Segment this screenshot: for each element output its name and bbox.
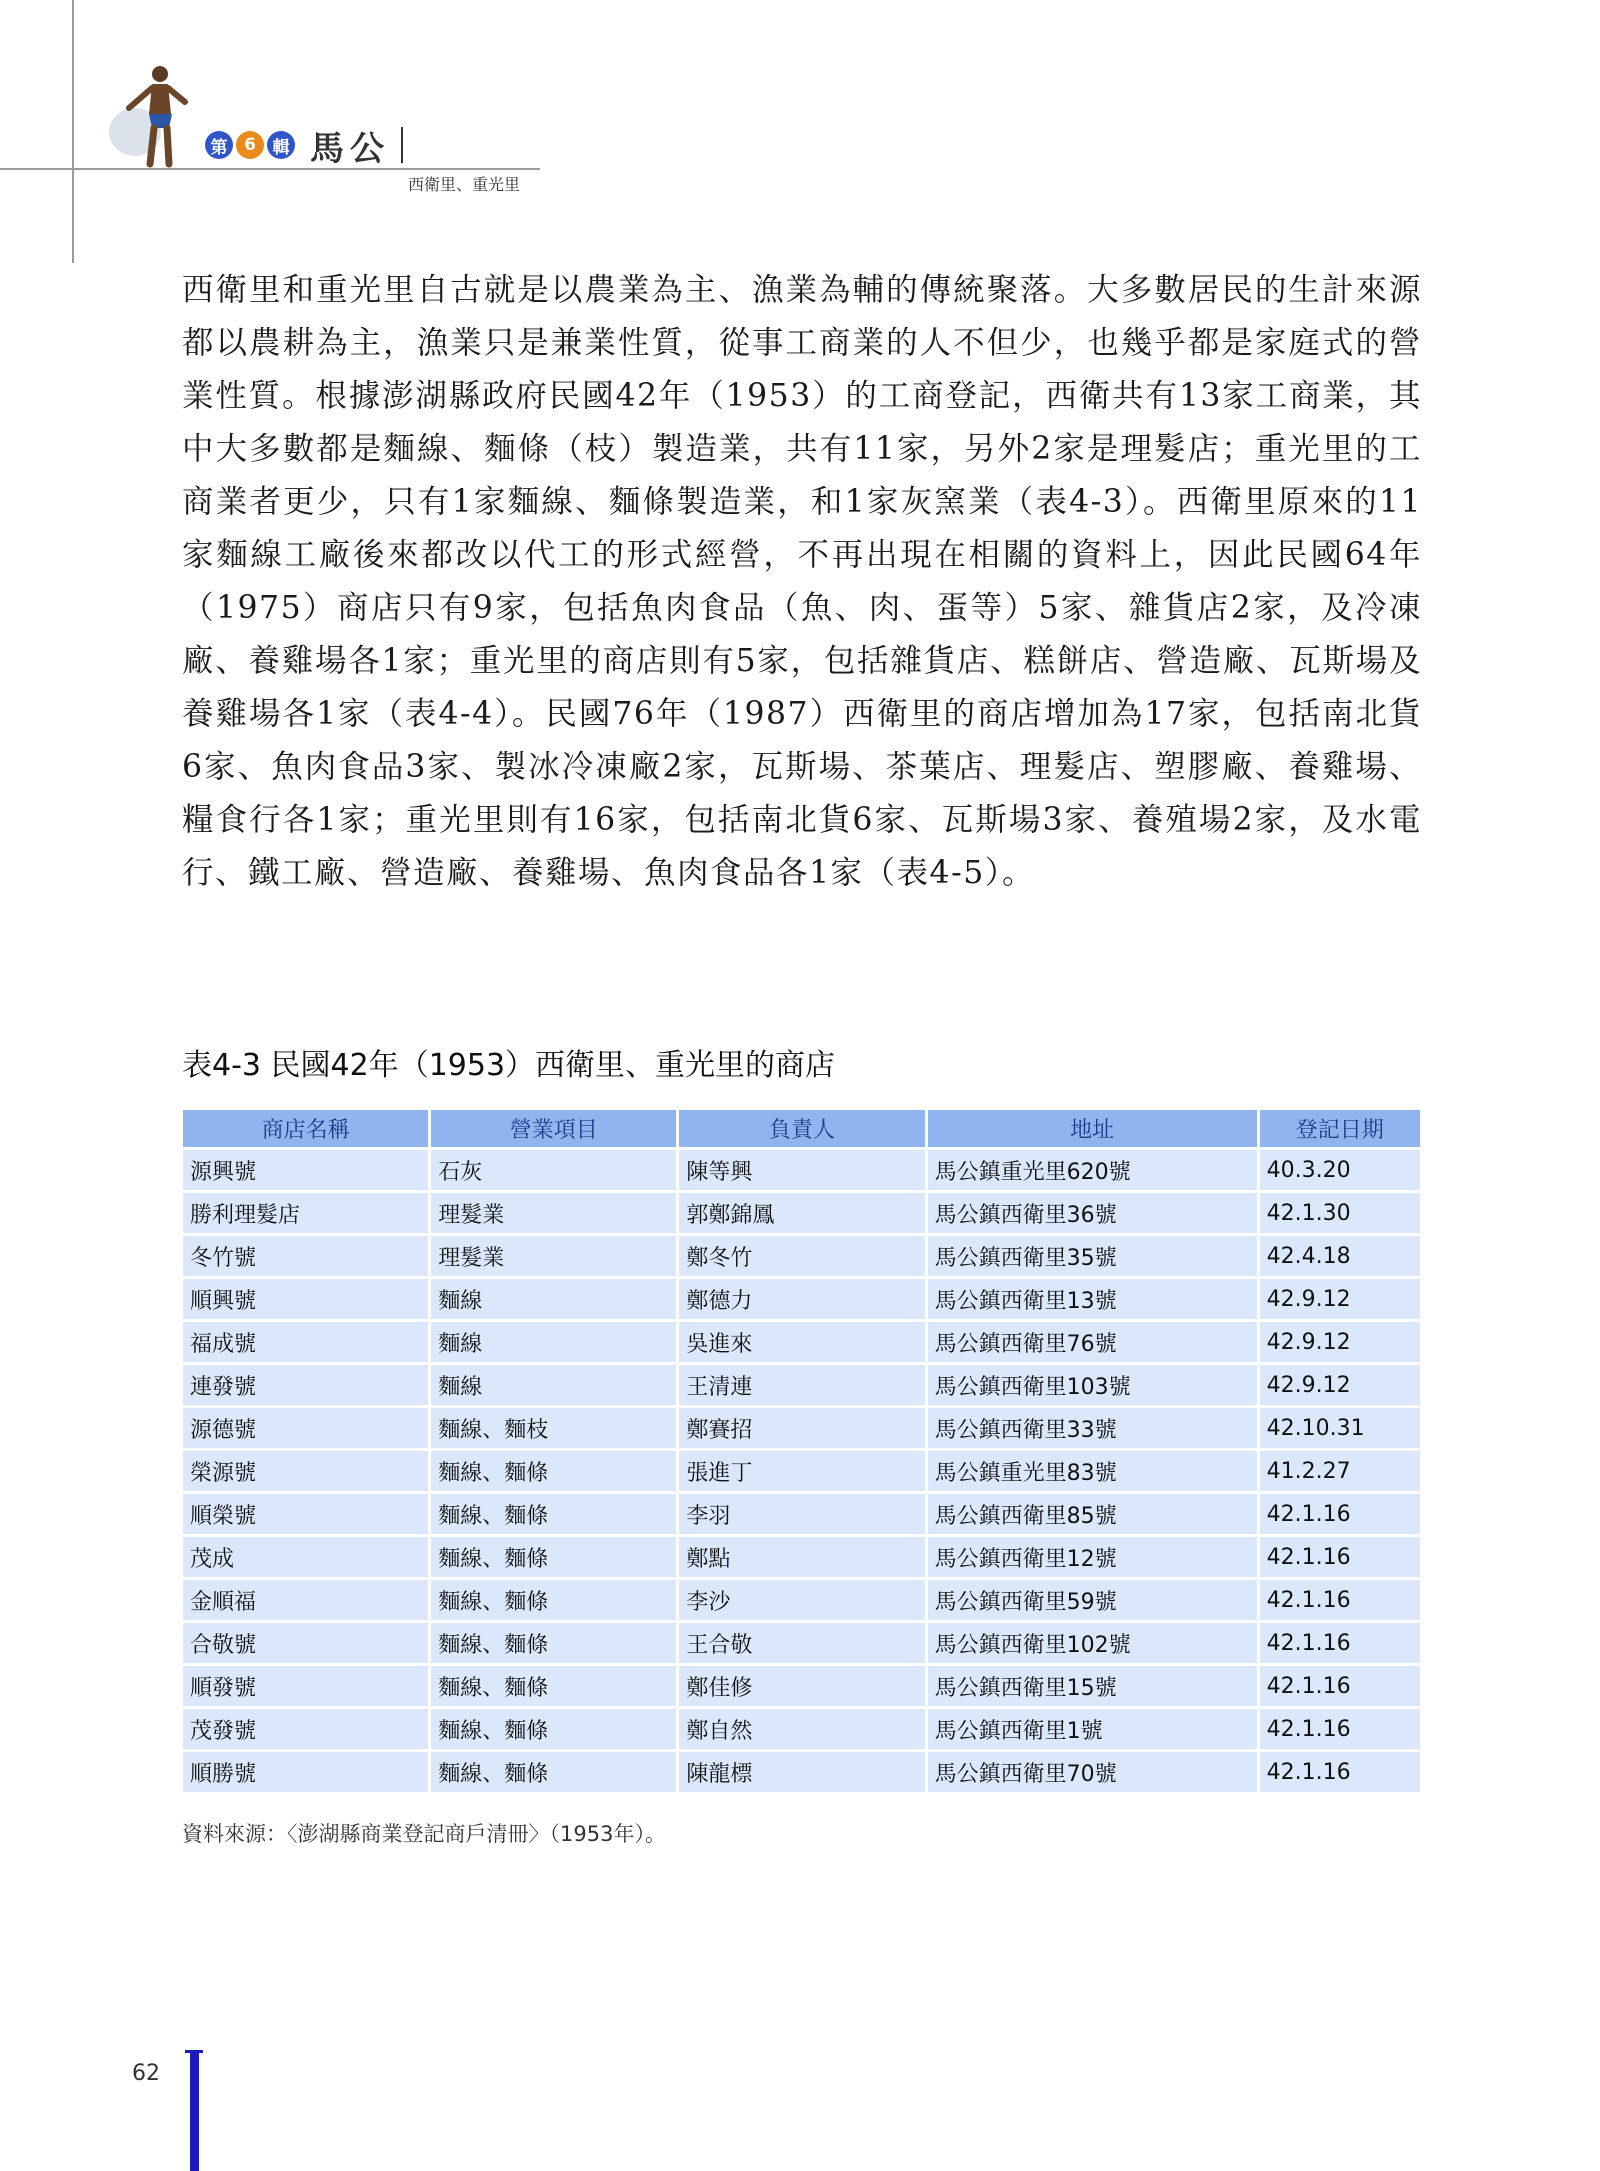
table-cell: 陳龍標 [679, 1752, 924, 1792]
table-cell: 麵線、麵枝 [431, 1408, 676, 1448]
table-cell: 鄭賽招 [679, 1408, 924, 1448]
table-cell: 鄭點 [679, 1537, 924, 1577]
table-cell: 冬竹號 [183, 1236, 428, 1276]
table-row [183, 1236, 1420, 1276]
table-header-row [183, 1110, 1420, 1147]
page-edge-bar [190, 2050, 199, 2171]
table-cell: 麵線、麵條 [431, 1623, 676, 1663]
column-header: 負責人 [679, 1110, 924, 1147]
table-row [183, 1752, 1420, 1792]
table-cell: 42.1.30 [1260, 1193, 1420, 1233]
title-divider [401, 127, 403, 163]
table-cell: 42.1.16 [1260, 1752, 1420, 1792]
table-cell: 陳等興 [679, 1150, 924, 1190]
table-row [183, 1623, 1420, 1663]
table-cell: 42.1.16 [1260, 1709, 1420, 1749]
table-row [183, 1494, 1420, 1534]
table-row [183, 1150, 1420, 1190]
table-cell: 麵線、麵條 [431, 1451, 676, 1491]
chapter-title: 馬公 [310, 128, 390, 169]
table-row [183, 1193, 1420, 1233]
table-cell: 王清連 [679, 1365, 924, 1405]
table-cell: 吳進來 [679, 1322, 924, 1362]
column-header: 登記日期 [1260, 1110, 1420, 1147]
table-cell: 鄭冬竹 [679, 1236, 924, 1276]
chapter-label-chip: 輯 [267, 131, 295, 159]
table-cell: 馬公鎮西衛里1號 [928, 1709, 1257, 1749]
table-row [183, 1709, 1420, 1749]
header-horizontal-rule [0, 168, 540, 170]
table-cell: 源德號 [183, 1408, 428, 1448]
table-cell: 42.1.16 [1260, 1494, 1420, 1534]
chapter-label-chip: 第 [205, 131, 233, 159]
table-cell: 馬公鎮西衛里12號 [928, 1537, 1257, 1577]
table-cell: 42.9.12 [1260, 1365, 1420, 1405]
table-cell: 理髮業 [431, 1193, 676, 1233]
table-cell: 順勝號 [183, 1752, 428, 1792]
table-cell: 馬公鎮西衛里36號 [928, 1193, 1257, 1233]
body-paragraph: 西衛里和重光里自古就是以農業為主、漁業為輔的傳統聚落。大多數居民的生計來源都以農耕為主，漁業只是兼業性質，從事工商業的人不但少，也幾乎都是家庭式的營業性質。根據澎湖縣政府民國42年（1953）的工商登記，西衛共有13家工商業，其中大多數都是麵線、麵條（枝）製造業，共有11家，另外2家是理髮店；重光里的工商業者更少，只有1家麵線、麵條製造業，和1家灰窯業（表4-3）。西衛里原來的11家麵線工廠後來都改以代工的形式經營，不再出現在相關的資料上，因此民國64年（1975）商店只有9家，包括魚肉食品（魚、肉、蛋等）5家、雜貨店2家，及冷凍廠、養雞場各1家；重光里的商店則有5家，包括雜貨店、糕餅店、營造廠、瓦斯場及養雞場各1家（表4-4）。民國76年（1987）西衛里的商店增加為17家，包括南北貨6家、魚肉食品3家、製冰冷凍廠2家，瓦斯場、茶葉店、理髮店、塑膠廠、養雞場、糧食行各1家；重光里則有16家，包括南北貨6家、瓦斯場3家、養殖場2家，及水電行、鐵工廠、營造廠、養雞場、魚肉食品各1家（表4-5）。 [182, 272, 1422, 891]
table-cell: 42.1.16 [1260, 1537, 1420, 1577]
table-row [183, 1451, 1420, 1491]
table-cell: 福成號 [183, 1322, 428, 1362]
table-row [183, 1408, 1420, 1448]
table-cell: 馬公鎮西衛里103號 [928, 1365, 1257, 1405]
table-row [183, 1666, 1420, 1706]
table-row [183, 1580, 1420, 1620]
table-row [183, 1322, 1420, 1362]
chapter-number-chip: 6 [236, 131, 264, 159]
table-cell: 榮源號 [183, 1451, 428, 1491]
table-cell: 馬公鎮西衛里102號 [928, 1623, 1257, 1663]
section-subtitle: 西衛里、重光里 [408, 175, 521, 194]
table-cell: 源興號 [183, 1150, 428, 1190]
table-cell: 麵線 [431, 1365, 676, 1405]
table-cell: 42.1.16 [1260, 1580, 1420, 1620]
column-header: 地址 [928, 1110, 1257, 1147]
table-cell: 連發號 [183, 1365, 428, 1405]
table-cell: 馬公鎮西衛里13號 [928, 1279, 1257, 1319]
table-row [183, 1365, 1420, 1405]
table-cell: 順興號 [183, 1279, 428, 1319]
shops-table [180, 1107, 1423, 1795]
table-cell: 馬公鎮西衛里85號 [928, 1494, 1257, 1534]
table-source-note: 資料來源：〈澎湖縣商業登記商戶清冊〉（1953年）。 [182, 1822, 666, 1846]
table-cell: 42.9.12 [1260, 1322, 1420, 1362]
table-cell: 麵線、麵條 [431, 1752, 676, 1792]
table-cell: 麵線 [431, 1279, 676, 1319]
table-cell: 鄭佳修 [679, 1666, 924, 1706]
margin-vertical-rule [72, 0, 74, 263]
table-cell: 麵線、麵條 [431, 1666, 676, 1706]
table-cell: 馬公鎮西衛里76號 [928, 1322, 1257, 1362]
table-cell: 理髮業 [431, 1236, 676, 1276]
table-cell: 麵線 [431, 1322, 676, 1362]
column-header: 商店名稱 [183, 1110, 428, 1147]
table-cell: 馬公鎮西衛里70號 [928, 1752, 1257, 1792]
table-cell: 馬公鎮西衛里59號 [928, 1580, 1257, 1620]
table-cell: 李沙 [679, 1580, 924, 1620]
table-cell: 42.9.12 [1260, 1279, 1420, 1319]
table-cell: 麵線、麵條 [431, 1537, 676, 1577]
table-cell: 42.1.16 [1260, 1623, 1420, 1663]
table-cell: 41.2.27 [1260, 1451, 1420, 1491]
table-cell: 順發號 [183, 1666, 428, 1706]
table-cell: 42.10.31 [1260, 1408, 1420, 1448]
table-cell: 順榮號 [183, 1494, 428, 1534]
table-caption: 表4-3 民國42年（1953）西衛里、重光里的商店 [182, 1048, 836, 1083]
table-cell: 馬公鎮重光里620號 [928, 1150, 1257, 1190]
table-cell: 茂發號 [183, 1709, 428, 1749]
table-cell: 馬公鎮重光里83號 [928, 1451, 1257, 1491]
table-cell: 馬公鎮西衛里35號 [928, 1236, 1257, 1276]
table-cell: 茂成 [183, 1537, 428, 1577]
table-cell: 麵線、麵條 [431, 1709, 676, 1749]
table-cell: 鄭德力 [679, 1279, 924, 1319]
table-cell: 李羽 [679, 1494, 924, 1534]
table-cell: 馬公鎮西衛里15號 [928, 1666, 1257, 1706]
chapter-heading [205, 128, 403, 169]
table-cell: 合敬號 [183, 1623, 428, 1663]
table-cell: 勝利理髮店 [183, 1193, 428, 1233]
table-cell: 鄭自然 [679, 1709, 924, 1749]
table-cell: 郭鄭錦鳳 [679, 1193, 924, 1233]
table-cell: 石灰 [431, 1150, 676, 1190]
page-number: 62 [132, 2061, 160, 2086]
column-header: 營業項目 [431, 1110, 676, 1147]
table-cell: 42.1.16 [1260, 1666, 1420, 1706]
table-cell: 金順福 [183, 1580, 428, 1620]
table-row [183, 1537, 1420, 1577]
table-cell: 42.4.18 [1260, 1236, 1420, 1276]
table-cell: 40.3.20 [1260, 1150, 1420, 1190]
table-cell: 張進丁 [679, 1451, 924, 1491]
table-cell: 王合敬 [679, 1623, 924, 1663]
table-cell: 馬公鎮西衛里33號 [928, 1408, 1257, 1448]
table-row [183, 1279, 1420, 1319]
fisherman-illustration [105, 62, 193, 170]
table-cell: 麵線、麵條 [431, 1494, 676, 1534]
table-cell: 麵線、麵條 [431, 1580, 676, 1620]
